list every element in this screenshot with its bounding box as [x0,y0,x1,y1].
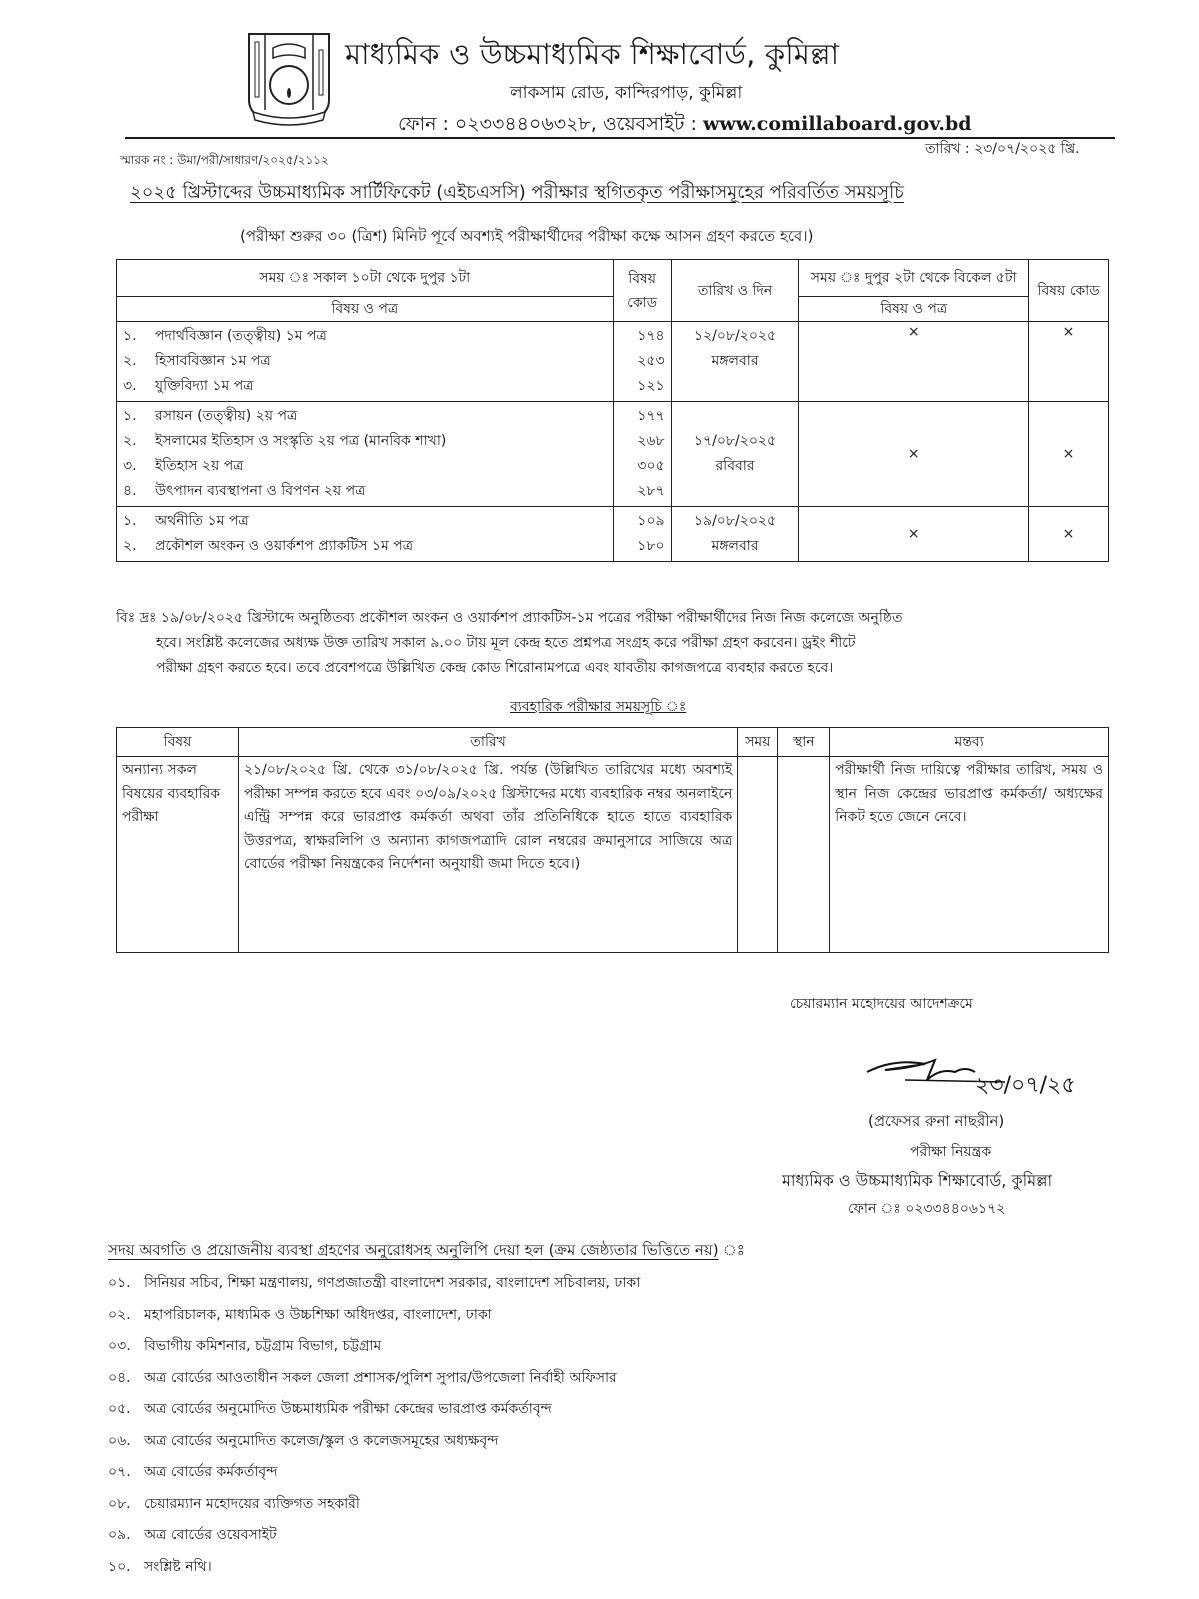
exam-schedule-table [116,259,1109,562]
header-subject-paper: বিষয় ও পত্র [117,297,614,322]
exam-date: ১৭/০৮/২০২৫ [693,433,777,449]
copy-number: ০৩. [108,1338,131,1354]
copy-recipient [108,1552,640,1584]
org-address: লাকসাম রোড, কান্দিরপাড়, কুমিল্লা [510,83,743,103]
subject-number: ১. [123,513,137,529]
code-list [613,402,671,507]
copies-heading-suffix: ঃ [718,1241,745,1259]
svg-text:২৩/০৭/২৫: ২৩/০৭/২৫ [975,1073,1076,1098]
practical-header-remarks: মন্তব্য [830,728,1109,757]
copy-number: ০৫. [108,1401,131,1417]
practical-remarks: পরীক্ষার্থী নিজ দায়িত্বে পরীক্ষার তারিখ, সময় ও স্থান নিজ কেন্দ্রের ভারপ্রাপ্ত কর্মকর্তা/ অধ্যক্ষের নিকট হতে জেনে নেবে। [830,757,1109,953]
subject-number: ৩. [123,378,137,394]
copy-number: ০৮. [108,1495,131,1512]
copy-recipient [108,1331,640,1363]
board-emblem-icon [243,30,335,130]
exam-day: মঙ্গলবার [711,538,759,554]
copies-list [108,1268,640,1583]
subject-name: ইসলামের ইতিহাস ও সংস্কৃতি ২য় পত্র (মানবিক শাখা) [155,433,447,449]
subject-item [123,479,607,504]
subject-code: ১৭৪ [637,328,665,344]
subject-item [123,509,607,534]
subject-number: ৪. [123,483,137,499]
signatory-role: পরীক্ষা নিয়ন্ত্রক [910,1144,992,1160]
subject-item [123,324,607,349]
copy-text: সিনিয়র সচিব, শিক্ষা মন্ত্রণালয়, গণপ্রজাতন্ত্রী বাংলাদেশ সরকার, বাংলাদেশ সচিবালয়, ঢাকা [144,1275,641,1291]
copy-recipient [108,1363,640,1395]
subject-list [117,322,614,402]
signatory-org: মাধ্যমিক ও উচ্চমাধ্যমিক শিক্ষাবোর্ড, কুমিল্লা [782,1171,1053,1190]
issue-date: তারিখ : ২৩/০৭/২০২৫ খ্রি. [925,141,1080,157]
copy-number: ০১. [108,1275,131,1291]
subject-item [123,454,607,479]
header-afternoon: সময় ঃ দুপুর ২টা থেকে বিকেল ৫টা [799,260,1029,297]
subject-number: ২. [123,538,137,554]
handwritten-signature [865,1050,1095,1100]
subject-code: ২৮৭ [637,483,665,499]
subject-name: রসায়ন (তত্ত্বীয়) ২য় পত্র [155,408,298,424]
subject-name: পদার্থবিজ্ঞান (তত্ত্বীয়) ১ম পত্র [155,328,327,344]
copy-text: মহাপরিচালক, মাধ্যমিক ও উচ্চশিক্ষা অধিদপ্তর, বাংলাদেশ, ঢাকা [144,1306,492,1323]
practical-header-time: সময় [738,728,778,757]
org-name: মাধ্যমিক ও উচ্চমাধ্যমিক শিক্ষাবোর্ড, কুমিল্লা [345,37,840,71]
subject-name: ইতিহাস ২য় পত্র [155,458,244,474]
copy-number: ০৪. [108,1369,131,1386]
exam-date-day [671,402,799,507]
practical-subject: অন্যান্য সকল বিষয়ের ব্যবহারিক পরীক্ষা [117,757,239,953]
practical-header-date: তারিখ [238,728,737,757]
header-code: বিষয় কোড [613,260,671,322]
practical-place [778,757,830,953]
schedule-group-row [117,322,1109,402]
special-note [116,606,1106,681]
subject-code: ২৫৩ [637,353,665,369]
copy-recipient [108,1268,640,1300]
copy-recipient [108,1426,640,1458]
subject-code: ১০৯ [637,513,665,529]
copy-text: চেয়ারম্যান মহোদয়ের ব্যক্তিগত সহকারী [144,1495,360,1512]
copy-recipient [108,1520,640,1552]
subject-item [123,404,607,429]
copy-text: সংশ্লিষ্ট নথি। [144,1558,212,1575]
copy-text: অত্র বোর্ডের অনুমোদিত উচ্চমাধ্যমিক পরীক্ষা কেন্দ্রের ভারপ্রাপ্ত কর্মকর্তাবৃন্দ [144,1401,552,1417]
subject-name: হিসাববিজ্ঞান ১ম পত্র [155,353,271,369]
exam-date: ১৯/০৮/২০২৫ [693,513,777,529]
copy-text: অত্র বোর্ডের কর্মকর্তাবৃন্দ [144,1464,278,1480]
copy-number: ০৯. [108,1527,131,1543]
copies-heading [108,1239,745,1264]
exam-date: ১২/০৮/২০২৫ [693,328,777,344]
signatory-name: (প্রফেসর রুনা নাছরীন) [868,1112,1005,1130]
copy-recipient [108,1394,640,1426]
afternoon-code: × [1029,507,1109,562]
afternoon-subject: × [799,322,1029,402]
copy-number: ০২. [108,1306,131,1323]
afternoon-subject: × [799,402,1029,507]
memo-number: স্মারক নং : উমা/পরী/সাধারণ/২০২৫/২১১২ [120,153,329,167]
header-morning: সময় ঃ সকাল ১০টা থেকে দুপুর ১টা [117,260,614,297]
exam-date-day [671,322,799,402]
subject-name: উৎপাদন ব্যবস্থাপনা ও বিপণন ২য় পত্র [155,483,366,499]
subject-code: ৩০৫ [637,458,665,474]
practical-time [738,757,778,953]
subject-name: যুক্তিবিদ্যা ১ম পত্র [155,378,254,394]
practical-header-subject: বিষয় [117,728,239,757]
copy-text: অত্র বোর্ডের ওয়েবসাইট [144,1527,277,1543]
subject-name: অর্থনীতি ১ম পত্র [155,513,249,529]
document-subtitle: (পরীক্ষা শুরুর ৩০ (ত্রিশ) মিনিট পূর্বে অবশ্যই পরীক্ষার্থীদের পরীক্ষা কক্ষে আসন গ্রহণ করতে হবে।) [240,227,814,245]
subject-code: ২৬৮ [637,433,665,449]
note-line-3: পরীক্ষা গ্রহণ করতে হবে। তবে প্রবেশপত্রে উল্লিখিত কেন্দ্র কোড শিরোনামপত্রে এবং যাবতীয় কাগজপত্রে ব্যবহার করতে হবে। [156,660,834,676]
order-line: চেয়ারম্যান মহোদয়ের আদেশক্রমে [790,996,973,1012]
subject-list [117,402,614,507]
copy-text: অত্র বোর্ডের অনুমোদিত কলেজ/স্কুল ও কলেজসমূহের অধ্যক্ষবৃন্দ [144,1432,499,1449]
subject-list [117,507,614,562]
header-date-day: তারিখ ও দিন [671,260,799,322]
subject-code: ১৮০ [637,538,665,554]
signatory-phone: ফোন ঃ ০২৩৩৪৪০৬১৭২ [848,1201,1006,1217]
phone-label: ফোন : ০২৩৩৪৪০৬৩২৮, ওয়েবসাইট : [398,113,703,135]
code-list [613,507,671,562]
document-title [130,178,904,209]
subject-item [123,374,607,399]
exam-date-day [671,507,799,562]
subject-number: ২. [123,353,137,369]
document-title-text: ২০২৫ খ্রিস্টাব্দের উচ্চমাধ্যমিক সার্টিফিকেট (এইচএসসি) পরীক্ষার স্থগিতকৃত পরীক্ষাসমূহের পরিবর্তিত সময়সূচি [130,182,904,203]
subject-number: ২. [123,433,137,449]
afternoon-code: × [1029,322,1109,402]
subject-item [123,534,607,559]
practical-heading: ব্যবহারিক পরীক্ষার সময়সূচি ঃ [510,699,687,715]
practical-schedule-table [116,727,1109,953]
copy-text: বিভাগীয় কমিশনার, চট্টগ্রাম বিভাগ, চট্টগ্রাম [144,1338,382,1354]
subject-code: ১২১ [637,378,665,394]
afternoon-code: × [1029,402,1109,507]
copy-number: ০৬. [108,1432,131,1449]
subject-number: ৩. [123,458,137,474]
header-subject-paper-2: বিষয় ও পত্র [799,297,1029,322]
subject-number: ১. [123,328,137,344]
code-list [613,322,671,402]
note-line-2: হবে। সংশ্লিষ্ট কলেজের অধ্যক্ষ উক্ত তারিখ সকাল ৯.০০ টায় মূল কেন্দ্র হতে প্রশ্নপত্র সংগ্রহ করে পরীক্ষা গ্রহণ করবেন। ড্রইং শীটে [156,635,856,651]
copy-recipient [108,1457,640,1489]
subject-number: ১. [123,408,137,424]
practical-header-place: স্থান [778,728,830,757]
copies-heading-text: সদয় অবগতি ও প্রয়োজনীয় ব্যবস্থা গ্রহণের অনুরোধসহ অনুলিপি দেয়া হল (ক্রম জেষ্ঠ্যতার ভিত্তিতে নয়) [108,1241,719,1259]
website-link[interactable]: www.comillaboard.gov.bd [702,113,972,135]
subject-code: ১৭৭ [637,408,665,424]
exam-day: মঙ্গলবার [711,353,759,369]
subject-item [123,349,607,374]
copy-number: ১০. [108,1558,131,1575]
copy-recipient [108,1300,640,1332]
practical-date: ২১/০৮/২০২৫ খ্রি. থেকে ৩১/০৮/২০২৫ খ্রি. পর্যন্ত (উল্লিখিত তারিখের মধ্যে অবশ্যই পরীক্ষা সম্পন্ন করতে হবে এবং ০৩/০৯/২০২৫ খ্রিস্টাব্দের মধ্যে ব্যবহারিক নম্বর অনলাইনে এন্ট্রি সম্পন্ন করে ভারপ্রাপ্ত কর্মকর্তা অথবা তাঁর প্রতিনিধিকে হাতে হাতে ব্যবহারিক উত্তরপত্র, স্বাক্ষরলিপি ও অন্যান্য কাগজপত্রাদি রোল নম্বরের ক্রমানুসারে সাজিয়ে অত্র বোর্ডের পরীক্ষা নিয়ন্ত্রকের নির্দেশনা অনুযায়ী জমা দিতে হবে।) [238,757,737,953]
afternoon-subject: × [799,507,1029,562]
note-line-1: বিঃ দ্রঃ ১৯/০৮/২০২৫ খ্রিস্টাব্দে অনুষ্ঠিতব্য প্রকৌশল অংকন ও ওয়ার্কশপ প্র্যাকটিস-১ম পত্রের পরীক্ষা পরীক্ষার্থীদের নিজ নিজ কলেজে অনুষ্ঠিত [116,610,903,626]
exam-day: রবিবার [715,458,755,474]
subject-item [123,429,607,454]
copy-recipient [108,1489,640,1521]
subject-name: প্রকৌশল অংকন ও ওয়ার্কশপ প্র্যাকটিস ১ম পত্র [155,538,413,554]
schedule-group-row [117,507,1109,562]
header-code-2: বিষয় কোড [1029,260,1109,322]
copy-number: ০৭. [108,1464,131,1480]
copy-text: অত্র বোর্ডের আওতাধীন সকল জেলা প্রশাসক/পুলিশ সুপার/উপজেলা নির্বাহী অফিসার [144,1369,617,1386]
schedule-group-row [117,402,1109,507]
